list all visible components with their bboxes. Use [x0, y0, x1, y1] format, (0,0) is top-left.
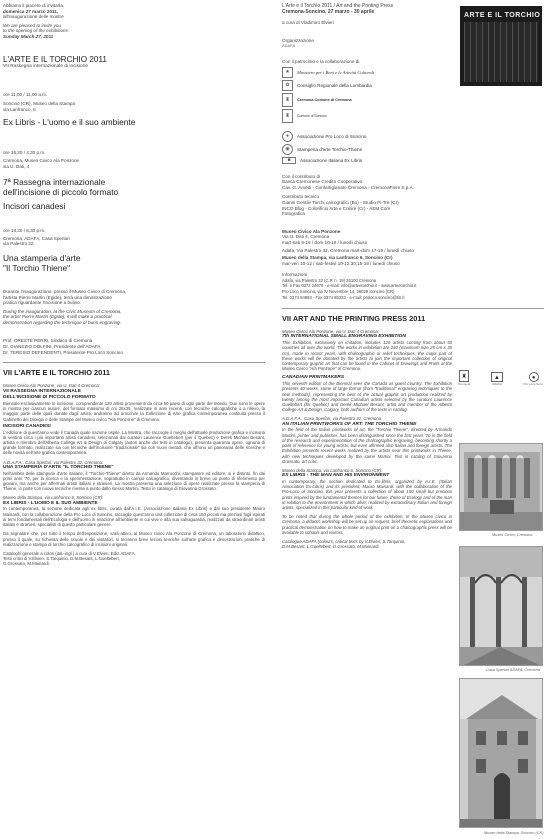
tech-item: INCO Blog - Colorificio Arte e Colore (Cr) - AEM Com — [282, 205, 391, 211]
patron-ministero — [282, 67, 457, 78]
footer-logos — [458, 370, 544, 386]
partner-torchio — [282, 144, 457, 155]
museum-info: mar-ven 10-12 / sab-festivi 10-12,30;15-19 / lunedì chiuso — [282, 260, 400, 266]
section-body-it — [3, 383, 265, 566]
contrib-item: Banca Cremonese Credito Cooperativo — [282, 179, 363, 185]
event-place: Soncino (CR), Museo della Stampa — [3, 101, 76, 107]
event-time: ore 18,30 / 6,30 p.m. — [3, 228, 46, 234]
main-title: L'ARTE E IL TORCHIO 2011 — [3, 54, 107, 64]
info-label: Informazioni — [282, 272, 308, 278]
demo-line: demonstration regarding the technique of burin engraving. — [3, 319, 121, 325]
demo-line: Durante l'inaugurazione, presso il Museo Civico di Cremona, — [3, 288, 127, 294]
section-heading: CANADIAN PRINTMAKERS — [282, 375, 345, 381]
logo-label: Cremona — [458, 382, 471, 386]
partner-name: Associazione Pro Loco di Soncino — [297, 133, 367, 139]
tech-label: Contributo tecnico — [282, 194, 320, 200]
patron-name: Consiglio Regionale della Lombardia — [297, 82, 372, 88]
museum-name: Museo della Stampa, via Lanfranco 6, Soncino (Cr) — [282, 255, 393, 261]
section-place: Museo Civico Ala Ponzone, via U. Dati 4 Cremona: — [3, 383, 101, 389]
event-place: via Palestro 32 — [3, 241, 34, 247]
exlibris-logo-icon: ■ — [282, 157, 296, 164]
invite-english — [3, 23, 265, 40]
section-text: This Exhibition, exclusively on imitation, includes 120 artists coming from about 50 countries all over the world. The works in exhibition are 240 (maximum size 25 cm x 35 cm), made in recent years, with chalcographic or relief techniques, the major part of these works will be donated by the artists to join the important collection of original contemporary graphic art that can be found in the Cabinet of Drawings and Prints at the Museo Civico "Ala Ponzone" of Cremona. — [282, 340, 452, 372]
museum-courtyard-illustration — [460, 444, 543, 531]
catalog-line: G.Grossato, M.Mainardi. — [3, 561, 50, 567]
museum-info: Via U. Dati 4, Cremona — [282, 234, 330, 240]
section-text: To be noted that during the whole period of the exhibition, in the Museo civico in Cremona, a didactic workshop will be set up on request, brief theoretic explanations and practical demonstration on how to make an original print on a chalcographic press will be available to schools and visitors. — [282, 514, 452, 535]
catalog-line: D.M.Besant, L.Gueltebert, G.Grossato, M.Mainardi. — [282, 544, 380, 550]
patron-name: Comune di Soncino — [297, 113, 327, 118]
partner-name: Stamperia d'arte Torchio-Thiene — [297, 146, 363, 152]
section-heading: UNA STAMPERIA D'ARTE "IL TORCHIO THIENE" — [3, 464, 114, 470]
tech-item: Gianni Gentile Torchi calcografici (Bo) - Studio Pi-Tre (Cr) — [282, 199, 399, 205]
event-title: "Il Torchio Thiene" — [3, 262, 71, 273]
section-text: Nell'ambito delle stamperie d'arte italiane, il "Torchio-Thiene" diretto da Armando Marrocchi, stampatore ed editore, si è distinto, fin dai primi anni '70, per la ricerca e la sperimentazione, soprattutto in campo calcografico, diventando in breve un punto di riferimento per giovani, ma anche per affermati artisti italiani e stranieri. La mostra presenta una selezione di opere realizzate presso la stamperia di Thiene, in parte con nuove tecniche messe a punto dallo stesso Martini. Testo in catalogo di Giovanna Grossato. — [3, 470, 265, 492]
museum-info: Adafa, Via Palestro 32, Cremona mart-dom 17-19 / lunedì chiuso — [282, 247, 414, 253]
event-place: via Lanfranco, 6 — [3, 106, 36, 112]
section-text: In contemporary, the section dedicated to Ex-libris, organized by A.I.E. (Italian Association Ex-Libris) and its president, Mauro Mainardi, with the collaboration of the Pro-Loco of Soncino, this year presents a collection of about 150 small but precious prints inspired by the fundamental themes for our future, those of Ecology and of the man in relation to the environment in which alive; realized by extraordinary Italian and foreign artists, specialized in this particular kind of work. — [282, 478, 452, 510]
museum-info: mart-sab 9-18 / dom 10-18 / lunedì chiuso — [282, 239, 368, 245]
museo-stampa-photo — [459, 678, 543, 828]
section-body-en — [282, 329, 452, 549]
curator: a cura di Vladimiro Elvieri — [282, 20, 334, 26]
soncino-crest-icon: ♜ — [282, 109, 293, 123]
event-title: Una stamperia d'arte — [3, 252, 81, 263]
cremona-crest-icon: ♜ — [282, 93, 293, 107]
right-header — [282, 4, 457, 278]
tech-item: Fotografica — [282, 211, 305, 217]
logo-label: Pro Loco Sonc. — [523, 382, 544, 386]
logo-cremona — [458, 370, 470, 386]
section-text: Da segnalare che, per tutto il tempo dell'esposizione, sarà attivo, al Museo civico Ala Ponzone di Cremona, un laboratorio didattico, presso il quale, su richiesta delle scuole e dei visitatori, si terranno brevi lezioni teoriche sull'arte grafica e dimostrazioni pratiche di realizzazione e stampa di torchio calcografico di incisioni originali. — [3, 531, 265, 547]
proloco-logo-icon: ● — [529, 372, 539, 382]
logo-proloco — [523, 372, 544, 386]
divider — [282, 308, 544, 309]
section-place: A.D.A.F.A., Casa Sperlari, via Palestro 32, Cremona: — [3, 459, 104, 465]
org-label: Organizzazione — [282, 37, 314, 43]
section-heading: EX LIBRIS - L'UOMO E IL SUO AMBIENTE — [3, 500, 98, 506]
event-2 — [3, 150, 265, 211]
photo-caption: Museo Civico, Cremona — [492, 533, 533, 537]
invite-line: all'inaugurazione delle mostre — [3, 14, 64, 20]
info-line: Tel. e Fax 0372 24676 - e-mail: info@arteetorchio.it - www.arteetorchio.it — [282, 283, 417, 289]
torchio-logo-icon: ◉ — [282, 144, 293, 155]
section-text: In contemporanea, la sezione dedicata agli ex libris, curata dall'A.I.E. (Associazione Italiana Ex Libris) e dal suo presidente Mauro Mainardi, con la collaborazione della Pro Loco di Soncino, raccoglie quest'anno una collezione di circa 150 piccoli ma preziosi fogli ispirati ai temi fondamentali dell'Ecologia e dell'uomo in relazione all'ambiente in cui vive e alla sua salvaguardia, realizzati da straordinari artisti italiani e stranieri, specialisti di questo particolare genere. — [3, 506, 265, 528]
partner-name: Associazione Italiana Ex Libris — [300, 157, 363, 163]
signers — [3, 338, 265, 355]
photo-caption: Museo della Stampa, Soncino (CR) — [484, 831, 544, 835]
partner-exlibris — [282, 157, 457, 164]
invite-italian — [3, 3, 265, 20]
section-place: Museo della Stampa, via Lanfranco 6, Soncino (CR): — [3, 495, 104, 501]
demo-italian — [3, 289, 265, 306]
demo-line: l'artista Pierre Martin (Egide), terrà una dimostrazione — [3, 294, 112, 300]
patron-name: Cremona Comune di Cremona — [297, 97, 352, 102]
event-place: Cremona, ADAFA, Casa Sperlari — [3, 235, 70, 241]
signer: Dr. GIANEZIO DOLFINI, Presidente dell'ADAFA — [3, 344, 101, 350]
event-title: Incisori canadesi — [3, 201, 66, 212]
info-line: Tel. 0374 84883 - Fax 0374 85333 - e-mail: proloco.soncino@tin.it — [282, 294, 405, 300]
banner-texture — [464, 22, 538, 82]
demo-line: pratica riguardante l'incisione a bulino. — [3, 300, 81, 306]
cremona-crest-icon: ♜ — [459, 370, 469, 382]
event-place: Cremona, Museo Civico Ala Ponzone — [3, 157, 80, 163]
proloco-logo-icon: ● — [282, 131, 293, 142]
section-text: Biennale esclusivamente in incisione, comprendente 120 artisti provenienti da circa 50 paesi di ogni parte del mondo. Due sono le opere in mostra per ciascun autore, del formato massimo di cm 25x35, realizzate in anni recenti, con tecniche calcografiche o a rilievo, la maggior parte delle quali donate dagli artisti, andranno ad arricchire la Collezione di Arte grafica contemporanea costituita presso il Gabinetto dei Disegni e delle Stampe del Museo civico "Ala Ponzone" di Cremona. — [3, 401, 265, 422]
section-title-it: VII L'ARTE E IL TORCHIO 2011 — [3, 368, 111, 378]
partner-proloco — [282, 131, 457, 142]
invite-line: to the opening of the exhibitions — [3, 28, 68, 34]
section-heading: VII RASSEGNA INTERNAZIONALE — [3, 389, 81, 395]
main-subtitle: VII Rassegna internazionale di incisione — [3, 63, 89, 69]
header-dates: Cremona-Soncino, 27 marzo - 30 aprile — [282, 8, 375, 15]
invite-line: Abbiamo il piacere di invitarla, — [3, 3, 65, 8]
section-place: Museo della Stampa, via Lanfranco 6, Soncino (CR): — [282, 467, 383, 473]
invite-line: Sunday March 27, 2011 — [3, 33, 54, 39]
exhibition-banner-image — [460, 6, 542, 86]
signer: Dr. TERESIO DEFENDENTI, Presidente Pro Loco Soncino — [3, 349, 123, 355]
event-time: ore 11,00 / 11,00 a.m. — [3, 91, 48, 97]
section-text: This seventh edition of the Biennial sees the Canada as guest country. The Exhibition presents 40 works, some of large format (from "traditional" engraving techniques to the new methods), representing the best of the actual graphic art production realized by twenty among the most important Canadian artists selected by the curators Laurence Gueltebert (for Quebec) and Derek Michael Besant, artist and member of the Alberta College Art & Design, Calgary, both authors of the texts in catalog. — [282, 381, 452, 413]
demo-line: the artist Pierre Martin (Egide), it will make a practical — [3, 314, 112, 320]
demo-english — [3, 309, 265, 326]
section-text: In the field of the Italian printworks of art, the "Torchio Thiene", directed by Armando Martini, printer and publisher, has been distinguished since the first years '70 in the field of the research and experimentation of the chalcographic engraving, becoming shortly a point of reference for young artists, but even affirmed also Italian and foreign artists. The Exhibition presents recent works realized by the artists near this printworks in Thiene, with new techniques developed by the same Martini. Text in catalog of Giovanna Grossato, art critic. — [282, 427, 452, 464]
logo-adafa — [491, 372, 503, 386]
event-1 — [3, 92, 265, 128]
lombardy-emblem-icon: ✿ — [282, 80, 293, 91]
section-place: A.D.A.F.A., Casa Sperlari, via Palestro 32, Cremona: — [282, 416, 383, 422]
event-place: via U. Dati, 4 — [3, 163, 30, 169]
divider — [3, 362, 265, 363]
event-time: ore 16,30 / 4,30 p.m. — [3, 150, 46, 156]
header-title: L'Arte e il Torchio 2011 / Art and the Printing Press — [282, 3, 394, 9]
adafa-logo-icon: ▲ — [491, 372, 503, 382]
left-column — [3, 2, 265, 567]
org-name: ADAFA — [282, 43, 296, 49]
info-block — [282, 278, 542, 300]
section-heading: DELL'INCISIONE DI PICCOLO FORMATO — [3, 395, 96, 401]
event-3 — [3, 228, 265, 273]
section-place: Museo Civico Ala Ponzone, via U. Dati 4 Cremona: — [282, 329, 380, 335]
demo-line: During the inauguration, at the Civic Museum of Cremona, — [3, 308, 122, 314]
info-line: Adafa, via Palestro 32 (C.P. n. 19) 26100 Cremona — [282, 277, 377, 283]
event-title: dell'incisione di piccolo formato — [3, 187, 119, 198]
patron-name: Ministero per i Beni e le Attività Culturali — [297, 69, 375, 75]
signer: Prof. ORESTE PERRI, Sindaco di Cremona — [3, 338, 93, 344]
casa-sperlari-photo — [459, 546, 543, 666]
arcade-illustration — [460, 547, 543, 666]
contrib-item: Cav. G. Arvedi - Confartigianato Cremona - CremonaFiere S.p.A. — [282, 184, 414, 190]
catalog-line: Testi critici di V.Elvieri, S.Tarquinio, D.M.Besant, L.Gueltebert, — [3, 556, 120, 562]
ministry-emblem-icon: ★ — [282, 67, 293, 78]
museum-name: Museo Civico Ala Ponzone — [282, 228, 341, 234]
invite-line: We are pleased to invite you — [3, 22, 61, 28]
info-line: Pro Loco Soncino, via IV Novembre 14, 26029 Soncino (CR) — [282, 289, 395, 295]
patron-cremona — [282, 93, 457, 107]
contrib-label: Con il contributo di — [282, 173, 321, 179]
section-heading: 7th INTERNATIONAL SMALL ENGRAVING EXHIBITION — [282, 334, 406, 340]
patron-regione — [282, 80, 457, 91]
logo-label: ADAFA — [491, 382, 502, 386]
invite-line: domenica 27 marzo 2011, — [3, 8, 59, 14]
section-heading: AN ITALIAN PRINTWORKS OF ART: THE TORCHIO THIENE — [282, 421, 417, 427]
collab-label: Con il patrocinio e la collaborazione di — [282, 58, 360, 64]
section-heading: EX LIBRIS - THE MAN AND HIS ENVIRONMENT — [282, 473, 390, 479]
banner-title: ARTE E IL TORCHIO — [464, 12, 541, 19]
event-title: Ex Libris - L'uomo e il suo ambiente — [3, 117, 136, 128]
section-text: L'edizione di quest'anno vede il Canada quale nazione ospite. La Mostra, che raccoglie il meglio dell'attuale produzione grafica e incisoria di ventina circa i più importanti artisti canadesi, selezionati dai curatori Laurence Gueltebert (per il Quebec) e Derek Michael Besant, artista e membro dell'Alberta College Art & Design di Calgary (autori anche dei testi in catalogo), presenta quaranta opere, ognuna di grande formato, realizzate sia con tecniche dell'incisione "tradizionale" sia con nuovi metodi, che offrono un panorama delle ricerche e delle novità nell'arte grafica contemporanea. — [3, 429, 265, 456]
catalog-line: Cataloghi generale a colori (ital.-ingl.) a cura di V.Elvieri, Ediz.ADAFA. — [3, 550, 136, 556]
photo-caption: Casa Sperlari ADAFA, Cremona — [486, 668, 541, 672]
patron-soncino — [282, 109, 457, 123]
museum-civico-photo — [459, 443, 543, 531]
catalog-line: Catalogue ADAFA (colours, critical texts by V.Elvieri, S.Tarquinio, — [282, 538, 406, 544]
section-title-en: VII ART AND THE PRINTING PRESS 2011 — [282, 314, 426, 324]
building-illustration — [460, 679, 543, 828]
event-title: 7ª Rassegna internazionale — [3, 177, 106, 188]
section-heading: INCISORI CANADESI — [3, 423, 51, 429]
